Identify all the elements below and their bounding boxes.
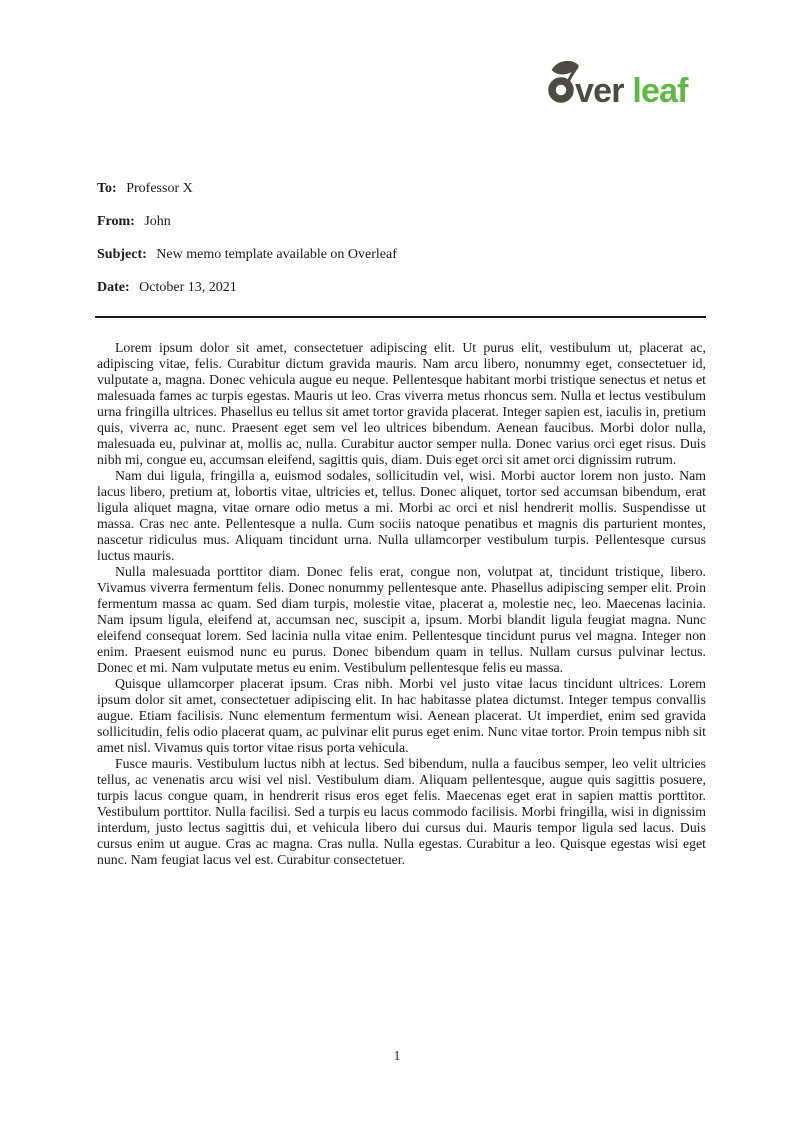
field-date (97, 279, 706, 296)
logo-text-green: leaf (632, 72, 688, 110)
overleaf-logo-graphic (546, 59, 709, 111)
field-date-label: Date: (97, 280, 130, 295)
field-to-label: To: (97, 181, 117, 196)
body-paragraph-5: Fusce mauris. Vestibulum luctus nibh at lectus. Sed bibendum, nulla a faucibus semper, leo velit ultricies tellus, ac venenatis arcu wisi vel nisl. Vestibulum diam. Aliquam pellentesque, augue quis sagittis posuere, turpis lacus congue quam, in hendrerit risus eros eget felis. Maecenas eget erat in sapien mattis porttitor. Vestibulum porttitor. Nulla facilisi. Sed a turpis eu lacus commodo facilisis. Morbi fringilla, wisi in dignissim interdum, justo lectus sagittis dui, et vehicula libero dui cursus dui. Mauris tempor ligula sed lacus. Duis cursus enim ut augue. Cras ac magna. Cras nulla. Nulla egestas. Curabitur a leo. Quisque egestas wisi eget nunc. Nam feugiat lacus vel est. Curabitur consectetuer. (97, 756, 706, 867)
body-paragraph-3: Nulla malesuada porttitor diam. Donec felis erat, congue non, volutpat at, tincidunt tristique, libero. Vivamus viverra fermentum felis. Donec nonummy pellentesque ante. Phasellus adipiscing semper elit. Proin fermentum massa ac quam. Sed diam turpis, molestie vitae, placerat a, molestie nec, leo. Maecenas lacinia. Nam ipsum ligula, eleifend at, accumsan nec, suscipit a, ipsum. Morbi blandit ligula feugiat magna. Nunc eleifend consequat lorem. Sed lacinia nulla vitae enim. Pellentesque tincidunt purus vel magna. Integer non enim. Praesent euismod nunc eu purus. Donec bibendum quam in tellus. Nullam cursus pulvinar lectus. Donec et mi. Nam vulputate metus eu enim. Vestibulum pellentesque felis eu massa. (97, 564, 706, 675)
field-subject-value: New memo template available on Overleaf (156, 247, 397, 262)
field-from-label: From: (97, 214, 135, 229)
field-subject (97, 246, 706, 263)
memo-header-fields (97, 180, 706, 312)
field-from (97, 213, 706, 230)
field-subject-label: Subject: (97, 247, 147, 262)
header-divider-rule (95, 316, 706, 318)
field-to-value: Professor X (126, 181, 193, 196)
page-number: 1 (393, 1048, 401, 1063)
logo-wordmark (575, 72, 689, 110)
field-date-value: October 13, 2021 (139, 280, 237, 295)
field-from-value: John (144, 214, 171, 229)
body-paragraph-2: Nam dui ligula, fringilla a, euismod sodales, sollicitudin vel, wisi. Morbi auctor lorem non justo. Nam lacus libero, pretium at, lobortis vitae, ultricies et, tellus. Donec aliquet, tortor sed accumsan bibendum, erat ligula aliquet magna, vitae ornare odio metus a mi. Morbi ac orci et nisl hendrerit mollis. Suspendisse ut massa. Cras nec ante. Pellentesque a nulla. Cum sociis natoque penatibus et magnis dis parturient montes, nascetur ridiculus mus. Aliquam tincidunt urna. Nulla ullamcorper vestibulum turpis. Pellentesque cursus luctus mauris. (97, 468, 706, 563)
body-paragraph-4: Quisque ullamcorper placerat ipsum. Cras nibh. Morbi vel justo vitae lacus tincidunt ultrices. Lorem ipsum dolor sit amet, consectetuer adipiscing elit. In hac habitasse platea dictumst. Integer tempus convallis augue. Etiam facilisis. Nunc elementum fermentum wisi. Aenean placerat. Ut imperdiet, enim sed gravida sollicitudin, felis odio placerat quam, ac pulvinar elit purus eget enim. Nunc vitae tortor. Proin tempus nibh sit amet nisl. Vivamus quis tortor vitae risus porta vehicula. (97, 676, 706, 755)
logo-text-dark: ver (575, 72, 624, 110)
memo-body (97, 340, 706, 868)
overleaf-logo (546, 59, 709, 111)
logo-letter-o (552, 81, 570, 99)
body-paragraph-1: Lorem ipsum dolor sit amet, consectetuer adipiscing elit. Ut purus elit, vestibulum ut, placerat ac, adipiscing vitae, felis. Curabitur dictum gravida mauris. Nam arcu libero, nonummy eget, consectetuer id, vulputate a, magna. Donec vehicula augue eu neque. Pellentesque habitant morbi tristique senectus et netus et malesuada fames ac turpis egestas. Mauris ut leo. Cras viverra metus rhoncus sem. Nulla et lectus vestibulum urna fringilla ultrices. Phasellus eu tellus sit amet tortor gravida placerat. Integer sapien est, iaculis in, pretium quis, viverra ac, nunc. Praesent eget sem vel leo ultrices bibendum. Aenean faucibus. Morbi dolor nulla, malesuada eu, pulvinar at, mollis ac, nulla. Curabitur auctor semper nulla. Donec varius orci eget risus. Duis nibh mi, congue eu, accumsan eleifend, sagittis quis, diam. Duis eget orci sit amet orci dignissim rutrum. (97, 340, 706, 467)
field-to (97, 180, 706, 197)
